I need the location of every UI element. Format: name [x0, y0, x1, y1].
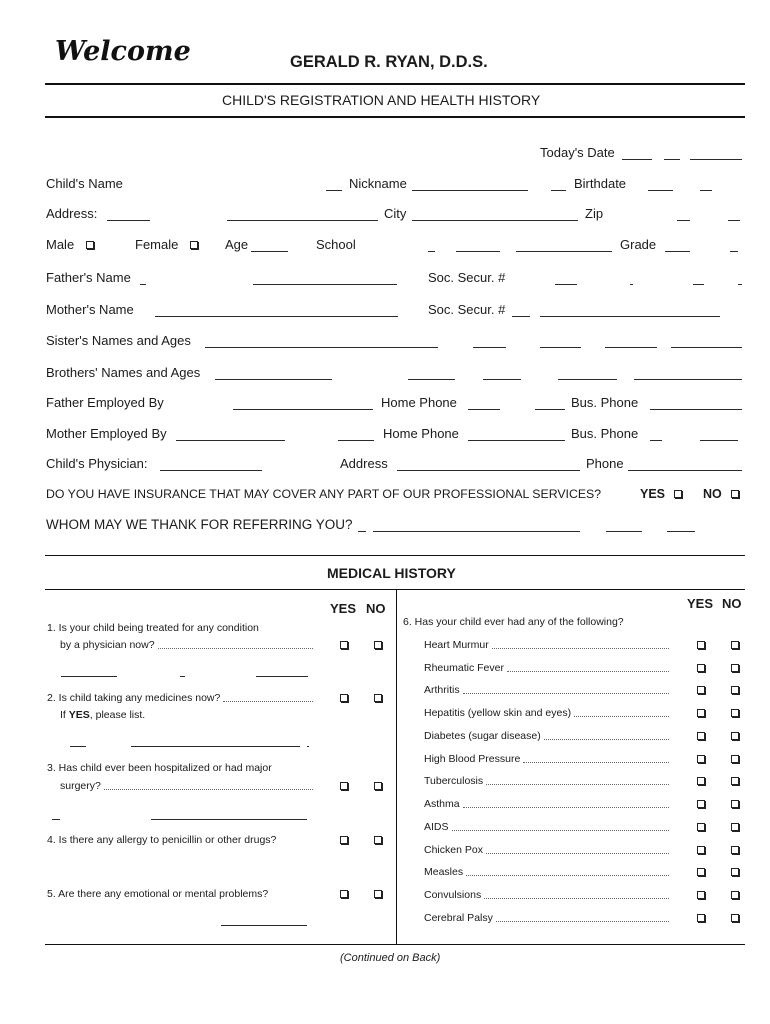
condition-label: Cerebral Palsy	[424, 912, 493, 924]
father-soc-secur-field[interactable]	[555, 284, 577, 285]
chicken-pox-yes-checkbox[interactable]	[697, 846, 705, 854]
condition-label: Rheumatic Fever	[424, 662, 504, 674]
question-5-no-checkbox[interactable]	[374, 890, 382, 898]
condition-row	[424, 911, 669, 925]
father-soc-secur-field[interactable]	[738, 284, 742, 285]
condition-label: Hepatitis (yellow skin and eyes)	[424, 707, 572, 719]
insurance-no-label: NO	[703, 487, 722, 501]
todays-date-field[interactable]	[622, 159, 652, 160]
question-3-line-2	[60, 779, 313, 793]
nickname-field[interactable]	[412, 190, 528, 191]
welcome-logo: Welcome	[55, 36, 191, 67]
city-label: City	[384, 206, 407, 221]
sisters-field[interactable]	[671, 347, 742, 348]
question-2-line-2	[60, 708, 145, 722]
dot-leader	[523, 762, 669, 763]
question-2-suffix: , please list.	[89, 709, 146, 721]
dot-leader	[486, 853, 669, 854]
question-5-yes-checkbox[interactable]	[340, 890, 348, 898]
question-2-text: 2. Is child taking any medicines now?	[47, 692, 221, 704]
question-2-no-checkbox[interactable]	[374, 694, 382, 702]
school-field[interactable]	[456, 251, 500, 252]
left-yes-header: YES	[330, 601, 357, 616]
father-soc-secur-field[interactable]	[630, 284, 633, 285]
medical-top-divider	[45, 555, 745, 556]
rheumatic-fever-yes-checkbox[interactable]	[697, 664, 705, 672]
brothers-field[interactable]	[634, 379, 742, 380]
dot-leader	[466, 875, 669, 876]
header-divider	[45, 83, 745, 85]
question-2-answer-field[interactable]	[307, 746, 309, 747]
diabetes-no-checkbox[interactable]	[731, 732, 739, 740]
father-bus-phone-field[interactable]	[650, 409, 742, 410]
dot-leader	[452, 830, 669, 831]
practice-name: GERALD R. RYAN, D.D.S.	[290, 53, 488, 71]
question-3-yes-checkbox[interactable]	[340, 782, 348, 790]
medical-header-divider	[45, 589, 745, 590]
zip-label: Zip	[585, 206, 604, 221]
question-5: 5. Are there any emotional or mental problems?	[47, 888, 269, 900]
question-2-prefix: If	[60, 709, 69, 721]
question-1-line-2	[60, 638, 313, 652]
condition-row	[424, 638, 669, 652]
nickname-field[interactable]	[551, 190, 566, 191]
address-field[interactable]	[107, 220, 150, 221]
chicken-pox-no-checkbox[interactable]	[731, 846, 739, 854]
question-5-answer-field[interactable]	[221, 925, 307, 926]
asthma-no-checkbox[interactable]	[731, 800, 739, 808]
title-divider	[45, 116, 745, 118]
column-divider	[396, 590, 397, 945]
father-employed-label: Father Employed By	[46, 395, 164, 410]
condition-label: Measles	[424, 866, 464, 878]
brothers-field[interactable]	[483, 379, 521, 380]
question-1-answer-field[interactable]	[256, 676, 308, 677]
sisters-field[interactable]	[473, 347, 506, 348]
school-field[interactable]	[516, 251, 612, 252]
cerebral-palsy-no-checkbox[interactable]	[731, 914, 739, 922]
diabetes-yes-checkbox[interactable]	[697, 732, 705, 740]
brothers-field[interactable]	[558, 379, 617, 380]
cerebral-palsy-yes-checkbox[interactable]	[697, 914, 705, 922]
female-checkbox[interactable]	[190, 241, 198, 249]
father-bus-phone-label: Bus. Phone	[571, 395, 639, 410]
father-home-phone-field[interactable]	[535, 409, 565, 410]
sisters-field[interactable]	[540, 347, 581, 348]
male-checkbox[interactable]	[86, 241, 94, 249]
rheumatic-fever-no-checkbox[interactable]	[731, 664, 739, 672]
mothers-name-label: Mother's Name	[46, 302, 134, 317]
condition-row	[424, 752, 669, 766]
question-4-yes-checkbox[interactable]	[340, 836, 348, 844]
convulsions-no-checkbox[interactable]	[731, 891, 739, 899]
aids-no-checkbox[interactable]	[731, 823, 739, 831]
insurance-yes-label: YES	[640, 487, 666, 501]
mother-home-phone-field[interactable]	[468, 440, 565, 441]
fathers-name-label: Father's Name	[46, 270, 131, 285]
question-1-text: by a physician now?	[60, 639, 155, 651]
referral-field[interactable]	[606, 531, 642, 532]
hepatitis-no-checkbox[interactable]	[731, 709, 739, 717]
grade-label: Grade	[620, 237, 657, 252]
question-2-yes-checkbox[interactable]	[340, 694, 348, 702]
condition-label: Heart Murmur	[424, 639, 489, 651]
physician-address-field[interactable]	[397, 470, 580, 471]
nickname-label: Nickname	[349, 176, 407, 191]
dot-leader	[484, 898, 669, 899]
form-title: CHILD'S REGISTRATION AND HEALTH HISTORY	[222, 92, 541, 108]
heart-murmur-no-checkbox[interactable]	[731, 641, 739, 649]
childs-name-field[interactable]	[326, 190, 342, 191]
condition-label: Chicken Pox	[424, 844, 483, 856]
grade-field[interactable]	[665, 251, 690, 252]
question-3-answer-field[interactable]	[151, 819, 307, 820]
high-blood-pressure-yes-checkbox[interactable]	[697, 755, 705, 763]
city-field[interactable]	[412, 220, 578, 221]
address-field[interactable]	[227, 220, 378, 221]
father-soc-secur-field[interactable]	[693, 284, 704, 285]
condition-label: Asthma	[424, 798, 460, 810]
mother-bus-phone-field[interactable]	[700, 440, 738, 441]
condition-row	[424, 820, 669, 834]
arthritis-yes-checkbox[interactable]	[697, 686, 705, 694]
asthma-yes-checkbox[interactable]	[697, 800, 705, 808]
condition-row	[424, 661, 669, 675]
hepatitis-yes-checkbox[interactable]	[697, 709, 705, 717]
heart-murmur-yes-checkbox[interactable]	[697, 641, 705, 649]
male-label: Male	[46, 237, 75, 252]
tuberculosis-yes-checkbox[interactable]	[697, 777, 705, 785]
dot-leader	[158, 648, 313, 649]
grade-field[interactable]	[730, 251, 738, 252]
dot-leader	[486, 784, 669, 785]
mothers-name-field[interactable]	[155, 316, 398, 317]
medical-history-title: MEDICAL HISTORY	[327, 565, 456, 581]
condition-label: High Blood Pressure	[424, 753, 521, 765]
condition-row	[424, 843, 669, 857]
mother-employed-field[interactable]	[176, 440, 285, 441]
sisters-field[interactable]	[605, 347, 657, 348]
insurance-question: DO YOU HAVE INSURANCE THAT MAY COVER ANY PART OF OUR PROFESSIONAL SERVICES?	[46, 487, 602, 501]
mother-bus-phone-label: Bus. Phone	[571, 426, 639, 441]
question-3-text: surgery?	[60, 780, 101, 792]
physician-phone-field[interactable]	[628, 470, 742, 471]
condition-label: Tuberculosis	[424, 775, 484, 787]
condition-label: Arthritis	[424, 684, 460, 696]
insurance-no-checkbox[interactable]	[731, 490, 739, 498]
todays-date-label: Today's Date	[540, 145, 615, 160]
high-blood-pressure-no-checkbox[interactable]	[731, 755, 739, 763]
todays-date-field[interactable]	[690, 159, 742, 160]
condition-row	[424, 683, 669, 697]
referral-field[interactable]	[358, 531, 366, 532]
age-field[interactable]	[251, 251, 288, 252]
fathers-name-field[interactable]	[140, 284, 146, 285]
aids-yes-checkbox[interactable]	[697, 823, 705, 831]
mother-home-phone-label: Home Phone	[383, 426, 459, 441]
sisters-field[interactable]	[205, 347, 438, 348]
dot-leader	[463, 693, 669, 694]
condition-label: Convulsions	[424, 889, 482, 901]
birthdate-field[interactable]	[700, 190, 712, 191]
brothers-field[interactable]	[408, 379, 455, 380]
condition-label: AIDS	[424, 821, 449, 833]
condition-row	[424, 865, 669, 879]
father-home-phone-field[interactable]	[468, 409, 500, 410]
question-3-line-1: 3. Has child ever been hospitalized or had major	[47, 762, 272, 774]
question-4: 4. Is there any allergy to penicillin or other drugs?	[47, 834, 277, 846]
question-3-no-checkbox[interactable]	[374, 782, 382, 790]
dot-leader	[507, 671, 669, 672]
right-no-header: NO	[722, 596, 742, 611]
todays-date-field[interactable]	[664, 159, 680, 160]
arthritis-no-checkbox[interactable]	[731, 686, 739, 694]
physician-address-label: Address	[340, 456, 388, 471]
brothers-label: Brothers' Names and Ages	[46, 365, 201, 380]
condition-row	[424, 729, 669, 743]
question-1-answer-field[interactable]	[180, 676, 185, 677]
age-label: Age	[225, 237, 249, 252]
question-1-yes-checkbox[interactable]	[340, 641, 348, 649]
referral-question: WHOM MAY WE THANK FOR REFERRING YOU?	[46, 517, 353, 532]
brothers-field[interactable]	[215, 379, 332, 380]
school-field[interactable]	[428, 251, 435, 252]
question-2-line-1	[47, 691, 313, 705]
mother-soc-secur-label: Soc. Secur. #	[428, 302, 506, 317]
question-2-answer-field[interactable]	[131, 746, 300, 747]
question-2-yes-emphasis: YES	[68, 709, 90, 721]
referral-field[interactable]	[667, 531, 695, 532]
mother-bus-phone-field[interactable]	[650, 440, 662, 441]
childs-name-label: Child's Name	[46, 176, 123, 191]
question-1-answer-field[interactable]	[61, 676, 117, 677]
condition-row	[424, 888, 669, 902]
insurance-yes-checkbox[interactable]	[674, 490, 682, 498]
birthdate-field[interactable]	[648, 190, 673, 191]
right-yes-header: YES	[687, 596, 714, 611]
question-3-answer-field[interactable]	[52, 819, 60, 820]
question-4-no-checkbox[interactable]	[374, 836, 382, 844]
zip-field[interactable]	[728, 220, 740, 221]
dot-leader	[104, 789, 313, 790]
question-1-no-checkbox[interactable]	[374, 641, 382, 649]
measles-yes-checkbox[interactable]	[697, 868, 705, 876]
dot-leader	[544, 739, 669, 740]
dot-leader	[463, 807, 669, 808]
female-label: Female	[135, 237, 179, 252]
condition-row	[424, 797, 669, 811]
father-home-phone-label: Home Phone	[381, 395, 457, 410]
dot-leader	[496, 921, 669, 922]
dot-leader	[492, 648, 669, 649]
question-1-line-1: 1. Is your child being treated for any condition	[47, 622, 259, 634]
continued-note: (Continued on Back)	[340, 952, 441, 964]
condition-row	[424, 706, 669, 720]
mother-employed-label: Mother Employed By	[46, 426, 167, 441]
question-6: 6. Has your child ever had any of the following?	[403, 616, 624, 628]
bottom-divider	[45, 944, 745, 945]
physician-label: Child's Physician:	[46, 456, 148, 471]
birthdate-label: Birthdate	[574, 176, 627, 191]
mother-soc-secur-field[interactable]	[512, 316, 530, 317]
condition-row	[424, 774, 669, 788]
tuberculosis-no-checkbox[interactable]	[731, 777, 739, 785]
mother-employed-field[interactable]	[338, 440, 374, 441]
father-soc-secur-label: Soc. Secur. #	[428, 270, 506, 285]
left-no-header: NO	[366, 601, 386, 616]
sisters-label: Sister's Names and Ages	[46, 333, 191, 348]
condition-label: Diabetes (sugar disease)	[424, 730, 541, 742]
measles-no-checkbox[interactable]	[731, 868, 739, 876]
question-2-answer-field[interactable]	[70, 746, 86, 747]
physician-phone-label: Phone	[586, 456, 624, 471]
school-label: School	[316, 237, 356, 252]
convulsions-yes-checkbox[interactable]	[697, 891, 705, 899]
referral-field[interactable]	[373, 531, 580, 532]
fathers-name-field[interactable]	[253, 284, 397, 285]
zip-field[interactable]	[677, 220, 690, 221]
father-employed-field[interactable]	[233, 409, 373, 410]
mother-soc-secur-field[interactable]	[540, 316, 720, 317]
physician-field[interactable]	[160, 470, 262, 471]
address-label: Address:	[46, 206, 98, 221]
dot-leader	[574, 716, 669, 717]
dot-leader	[223, 701, 313, 702]
